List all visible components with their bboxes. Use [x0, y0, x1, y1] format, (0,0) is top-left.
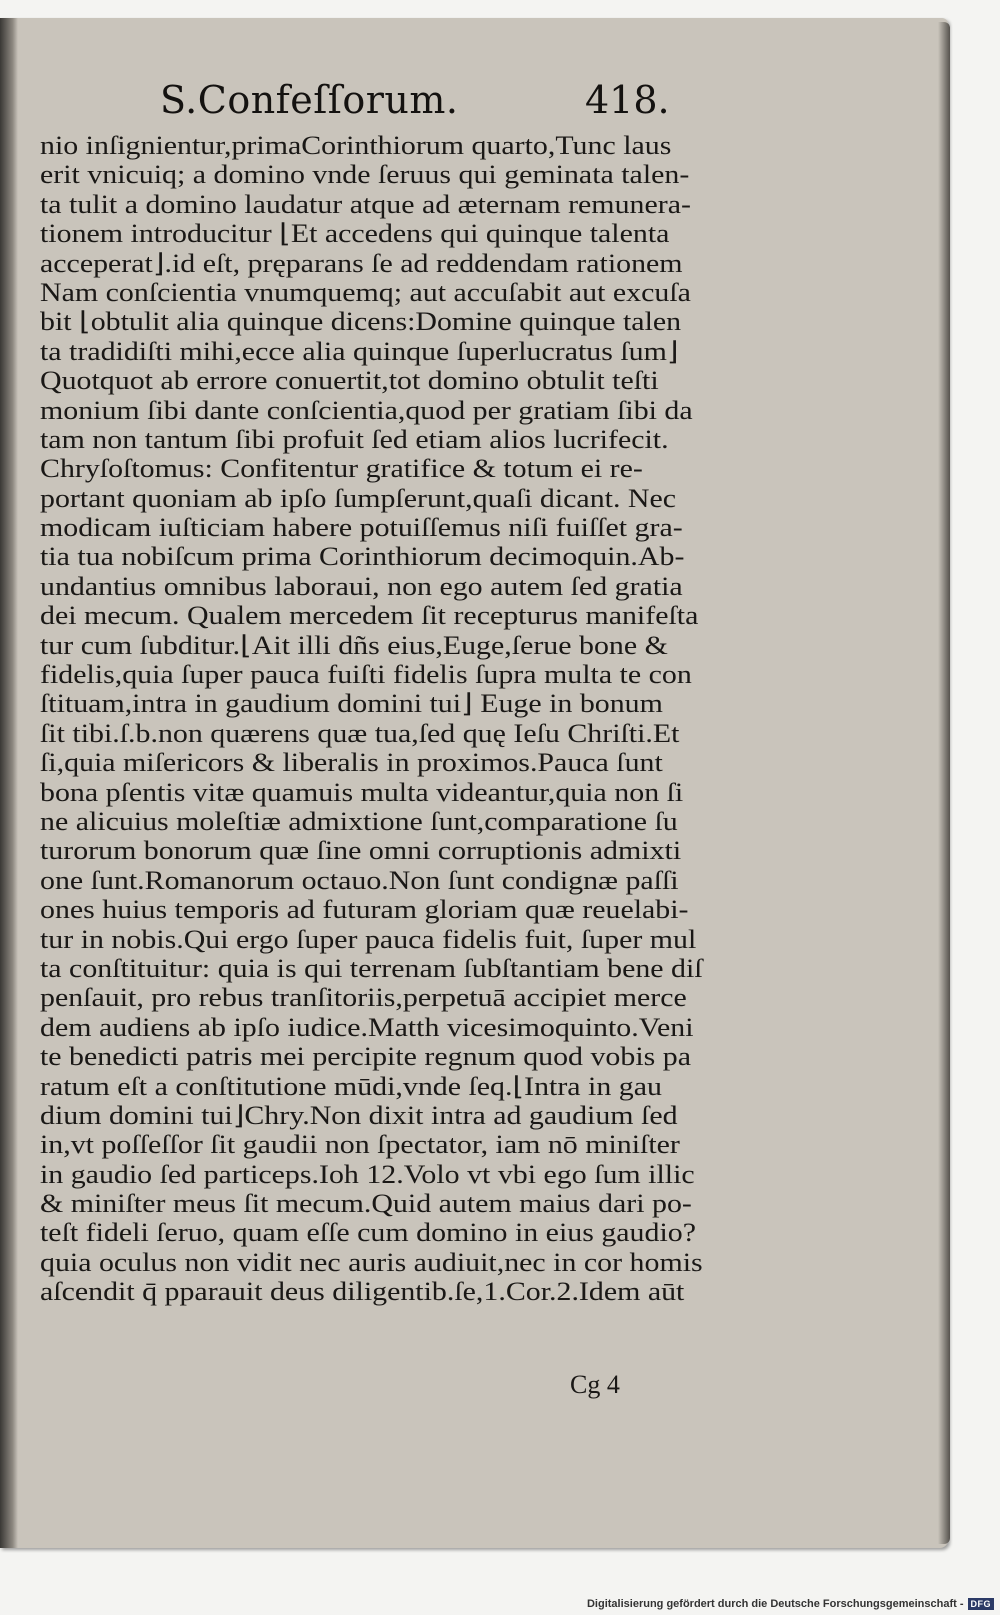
- body-text: [40, 131, 740, 1307]
- text-line: ta conſtituitur: quia is qui terrenam ſubſtantiam bene diſ: [40, 953, 703, 983]
- text-line: bona pſentis vitæ quamuis multa videantur,quia non ſi: [40, 777, 684, 807]
- signature-mark: Cg 4: [570, 1370, 620, 1399]
- digitization-credit: [587, 1596, 994, 1612]
- credit-text: Digitalisierung gefördert durch die Deutsche Forschungsgemeinschaft -: [586, 1598, 964, 1610]
- text-line: dem audiens ab ipſo iudice.Matth vicesimoquinto.Veni: [40, 1012, 694, 1042]
- text-line: ſi,quia miſericors & liberalis in proximos.Pauca ſunt: [40, 748, 663, 778]
- text-line: tia tua nobiſcum prima Corinthiorum decimoquin.Ab-: [40, 542, 685, 572]
- text-line: ta tulit a domino laudatur atque ad æternam remunera-: [40, 189, 691, 219]
- text-line: tur cum ſubditur.⌊Ait illi dñs eius,Euge,ſerue bone &: [40, 630, 668, 660]
- text-line: in,vt poſſeſſor ſit gaudii non ſpectator, iam nō miniſter: [40, 1130, 680, 1160]
- text-line: & miniſter meus ſit mecum.Quid autem maius dari po-: [40, 1189, 692, 1219]
- page-fore-edge: [938, 22, 950, 1544]
- text-line: Nam conſcientia vnumquemq; aut accuſabit aut excuſa: [40, 277, 691, 307]
- text-line: tur in nobis.Qui ergo ſuper pauca fidelis fuit, ſuper mul: [40, 924, 697, 954]
- text-line: dium domini tui⌋Chry.Non dixit intra ad gaudium ſed: [40, 1100, 678, 1130]
- text-line: nio inſignientur,primaCorinthiorum quarto,Tunc laus: [40, 131, 672, 160]
- text-line: ratum eſt a conſtitutione mūdi,vnde ſeq.⌊Intra in gau: [40, 1071, 662, 1101]
- text-line: tam non tantum ſibi profuit ſed etiam alios lucrifecit.: [40, 424, 669, 454]
- text-line: quia oculus non vidit nec auris audiuit,nec in cor homis: [40, 1247, 703, 1277]
- text-line: in gaudio ſed particeps.Ioh 12.Volo vt vbi ego ſum illic: [40, 1159, 695, 1189]
- text-line: Quotquot ab errore conuertit,tot domino obtulit teſti: [40, 366, 659, 396]
- text-line: tionem introducitur ⌊Et accedens qui quinque talenta: [40, 219, 670, 249]
- text-line: erit vnicuiq; a domino vnde ſeruus qui geminata talen-: [40, 160, 690, 190]
- page-number: 418.: [585, 78, 670, 122]
- text-line: dei mecum. Qualem mercedem ſit recepturus manifeſta: [40, 601, 699, 631]
- text-line: ne alicuius moleſtiæ admixtione ſunt,comparatione ſu: [40, 806, 678, 836]
- text-line: ſtituam,intra in gaudium domini tui⌋ Euge in bonum: [40, 689, 663, 719]
- text-line: ſit tibi.ſ.b.non quærens quæ tua,ſed quę Ieſu Chriſti.Et: [40, 718, 680, 748]
- text-line: monium ſibi dante conſcientia,quod per gratiam ſibi da: [40, 395, 693, 425]
- text-line: modicam iuſticiam habere potuiſſemus niſi fuiſſet gra-: [40, 513, 683, 543]
- running-head: S.Confeſſorum.: [160, 78, 459, 122]
- text-line: ones huius temporis ad futuram gloriam quæ reuelabi-: [40, 895, 689, 925]
- text-line: te benedicti patris mei percipite regnum quod vobis pa: [40, 1042, 691, 1072]
- text-line: bit ⌊obtulit alia quinque dicens:Domine quinque talen: [40, 307, 682, 337]
- text-line: acceperat⌋.id eſt, pręparans ſe ad reddendam rationem: [40, 248, 683, 278]
- text-line: portant quoniam ab ipſo ſumpſerunt,quaſi dicant. Nec: [40, 483, 677, 513]
- dfg-logo-icon: DFG: [968, 1598, 995, 1610]
- text-line: penſauit, pro rebus tranſitoriis,perpetuā accipiet merce: [40, 983, 687, 1013]
- page-binding-shadow: [0, 18, 18, 1548]
- text-line: undantius omnibus laboraui, non ego autem ſed gratia: [40, 571, 683, 601]
- text-line: teſt fideli ſeruo, quam eſſe cum domino in eius gaudio?: [40, 1218, 696, 1248]
- text-line: turorum bonorum quæ ſine omni corruptionis admixti: [40, 836, 682, 866]
- text-line: one ſunt.Romanorum octauo.Non ſunt condignæ paſſi: [40, 865, 679, 895]
- text-line: aſcendit q̄ pparauit deus diligentib.ſe,1.Cor.2.Idem aūt: [40, 1277, 685, 1307]
- text-line: fidelis,quia ſuper pauca fuiſti fidelis ſupra multa te con: [40, 660, 692, 690]
- text-line: Chryſoſtomus: Confitentur gratifice & totum ei re-: [40, 454, 643, 484]
- text-line: ta tradidiſti mihi,ecce alia quinque ſuperlucratus ſum⌋: [40, 336, 679, 366]
